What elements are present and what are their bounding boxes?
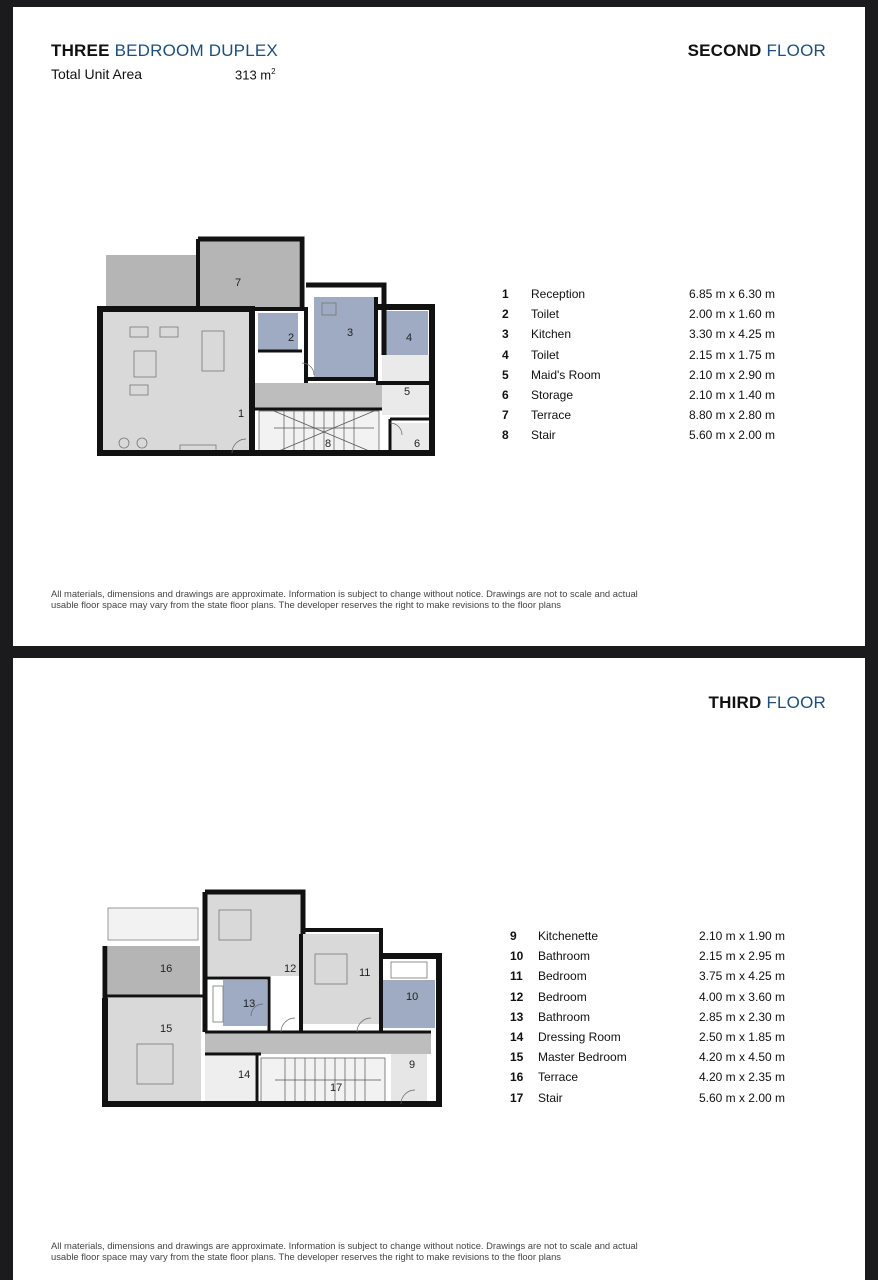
legend-row: 4 Toilet 2.15 m x 1.75 m — [502, 347, 775, 362]
plan-label: 14 — [238, 1069, 251, 1081]
legend-row: 13 Bathroom 2.85 m x 2.30 m — [510, 1009, 785, 1024]
bedroom-area — [299, 934, 379, 1024]
disclaimer: All materials, dimensions and drawings are approximate. Information is subject to change without notice. Drawings are not to scale and actual usable floor space may vary from the state floor plans. The developer reserves the right to make revisions to the floor plans — [51, 1240, 638, 1262]
third-floor-plan — [101, 886, 446, 1108]
legend-row: 3 Kitchen 3.30 m x 4.25 m — [502, 327, 775, 342]
plan-label: 11 — [359, 967, 371, 979]
legend-row: 11 Bedroom 3.75 m x 4.25 m — [510, 969, 785, 984]
floor-title: SECOND FLOOR — [687, 41, 826, 60]
legend-row: 16 Terrace 4.20 m x 2.35 m — [510, 1070, 785, 1085]
third-floor-sheet — [13, 658, 865, 1280]
room-legend — [502, 287, 775, 449]
master-bedroom-area — [105, 998, 201, 1104]
second-floor-sheet — [13, 7, 865, 646]
legend-row: 8 Stair 5.60 m x 2.00 m — [502, 428, 775, 443]
plan-label: 4 — [406, 332, 413, 344]
legend-row: 10 Bathroom 2.15 m x 2.95 m — [510, 949, 785, 964]
plan-label: 2 — [288, 332, 295, 344]
legend-row: 9 Kitchenette 2.10 m x 1.90 m — [510, 929, 785, 943]
legend-row: 7 Terrace 8.80 m x 2.80 m — [502, 408, 775, 423]
bathroom-area — [383, 980, 435, 1028]
legend-row: 17 Stair 5.60 m x 2.00 m — [510, 1090, 785, 1105]
plan-label: 15 — [160, 1023, 173, 1035]
plan-label: 7 — [235, 277, 242, 289]
disclaimer: All materials, dimensions and drawings are approximate. Information is subject to change without notice. Drawings are not to scale and actual usable floor space may vary from the state floor plans. The developer reserves the right to make revisions to the floor plans — [51, 588, 638, 610]
unit-title: THREE BEDROOM DUPLEX — [51, 41, 278, 60]
stair-drawing — [261, 1058, 385, 1102]
legend-row: 15 Master Bedroom 4.20 m x 4.50 m — [510, 1050, 785, 1065]
corridor — [205, 1032, 431, 1054]
plan-label: 16 — [160, 963, 173, 975]
plan-label: 1 — [238, 408, 245, 420]
total-unit-area-label: Total Unit Area — [51, 66, 143, 82]
legend-row: 1 Reception 6.85 m x 6.30 m — [502, 287, 775, 301]
plan-label: 12 — [284, 963, 297, 975]
plan-label: 9 — [409, 1059, 416, 1071]
legend-row: 5 Maid's Room 2.10 m x 2.90 m — [502, 367, 775, 382]
plan-label: 6 — [414, 438, 421, 450]
plan-label: 3 — [347, 327, 354, 339]
plan-label: 17 — [330, 1082, 343, 1094]
terrace-area — [199, 239, 299, 307]
plan-label: 5 — [404, 386, 411, 398]
plan-label: 10 — [406, 991, 419, 1003]
room-legend — [510, 929, 785, 1111]
terrace-planter — [108, 908, 198, 940]
legend-row: 12 Bedroom 4.00 m x 3.60 m — [510, 989, 785, 1004]
kitchen-area — [314, 297, 376, 379]
legend-row: 6 Storage 2.10 m x 1.40 m — [502, 387, 775, 402]
corridor — [252, 383, 382, 409]
terrace-area — [106, 255, 198, 307]
floor-title: THIRD FLOOR — [708, 693, 826, 712]
legend-row: 2 Toilet 2.00 m x 1.60 m — [502, 307, 775, 322]
legend-row: 14 Dressing Room 2.50 m x 1.85 m — [510, 1029, 785, 1044]
plan-label: 13 — [243, 998, 256, 1010]
total-unit-area-value: 313 $m^2$ — [235, 67, 276, 83]
second-floor-plan — [94, 233, 434, 458]
terrace-area — [108, 946, 200, 996]
reception-area — [100, 309, 252, 453]
storage-area — [390, 423, 430, 453]
stair-drawing — [259, 411, 379, 453]
plan-label: 8 — [325, 438, 332, 450]
